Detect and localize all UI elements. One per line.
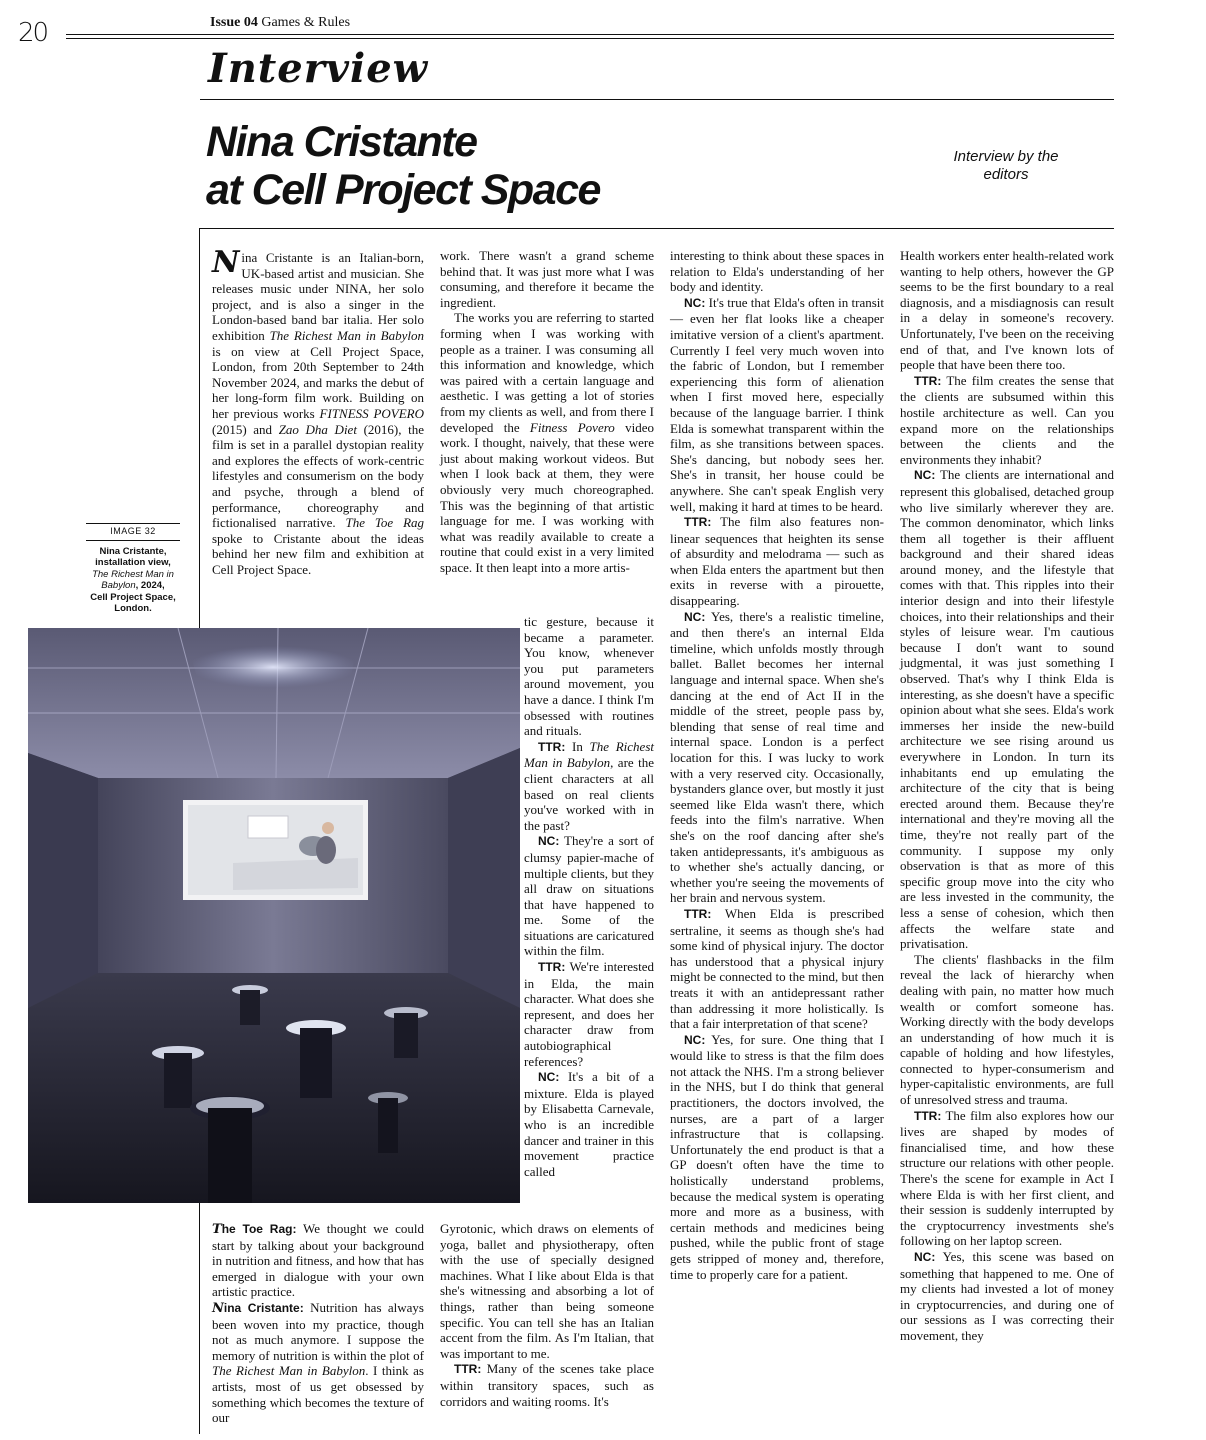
question-5: TTR: The film also features non-linear sequences that heighten its sense of absurdity and melodrama — such as when Elda enters the apartment but then exits in reverse with a pirouette, disappearing.: [670, 514, 884, 609]
issue-line: [210, 15, 350, 31]
article-title-line1: Nina Cristante: [206, 118, 477, 166]
answer-4: NC: It's true that Elda's often in transit — even her flat looks like a cheaper imitative version of a client's apartment. Currently I feel very much woven into the fabric of London, but I remember experiencing this form of alienation when I first moved here, especially because of the language barrier. I think Elda is somewhat transparent within the film, as she transitions between spaces. She's dancing, but nobody sees her. She's in transit, her house could be anywhere. She can't speak English very well, making it hard at times to be heard.: [670, 294, 884, 514]
question-2: TTR: In The Richest Man in Babylon, are the client characters at all based on real clients you've worked with in the past?: [524, 738, 654, 833]
page-number: 20: [18, 18, 48, 48]
article-title-line2: at Cell Project Space: [206, 166, 600, 214]
column-rule-horizontal: [199, 228, 1114, 229]
issue-number: Issue 04: [210, 15, 258, 30]
question-7: TTR: The film creates the sense that the clients are subsumed within this hostile architecture as well. Can you expand more on the relationships between the clients and the environments they inhabit?: [900, 372, 1114, 467]
question-1: The Toe Rag: We thought we could start by talking about your background in nutrition and fitness, and how that has emerged in dialogue with your own artistic practice.: [212, 1221, 424, 1300]
column-2-top: [440, 248, 654, 575]
header-rule-thin: [66, 38, 1114, 39]
column-4: [900, 248, 1114, 1344]
column-1-intro: [212, 245, 425, 577]
col2-paragraph-2: The works you are referring to started forming when I was working with people as a trainer. I was consuming all this information and knowledge, which was paired with a certain language and aesthetic. I was getting a lot of stories from my clients as well, and from there I developed the Fitness Povero video work. I thought, naively, that these were just about making workout videos. But when I look back at them, they were obviously very much choreographed. This was the beginning of that artistic language for me. I was working with what was readily available to create a routine that could exist in a very limited space. It then leapt into a more artis-: [440, 310, 654, 575]
caption-venue: Cell Project Space, London.: [90, 591, 176, 614]
installation-photo-illustration: [28, 628, 520, 1203]
caption-year: , 2024,: [135, 580, 165, 591]
intro-paragraph: Nina Cristante is an Italian-born, UK-based artist and musician. She releases music under NINA, her solo project, and is also a singer in the London-based band bar italia. Her solo exhibition The Richest Man in Babylon is on view at Cell Project Space, London, from 20th September to 24th November 2024, and marks the debut of her long-form film work. Building on her previous works FITNESS POVERO (2015) and Zao Dha Diet (2016), the film is set in a parallel dystopian reality and explores the effects of work-centric lifestyles and consumerism on the body and psyche, through a blend of performance, choreography and fictionalised narrative. The Toe Rag spoke to Cristante about the ideas behind her new film and exhibition at Cell Project Space.: [212, 245, 425, 577]
header-rule: [66, 34, 1114, 35]
section-label: Interview: [208, 45, 429, 92]
caption-work: The Richest Man in Babylon: [92, 568, 174, 591]
image-caption: [86, 523, 180, 615]
col3-paragraph-1: interesting to think about these spaces in relation to Elda's understanding of her body and identity.: [670, 248, 884, 295]
caption-desc: installation view,: [95, 557, 171, 568]
caption-artist: Nina Cristante,: [99, 545, 167, 557]
intro-drop-cap: N: [212, 245, 240, 280]
column-3: [670, 248, 884, 1282]
answer-3: NC: It's a bit of a mixture. Elda is played by Elisabetta Carnevale, who is an incredible dancer and trainer in this movement practice called: [524, 1069, 654, 1179]
col4-paragraph-1: Health workers enter health-related work wanting to help others, however the GP seems to be the first boundary to a real diagnosis, and a misdiagnosis can result in a delay in someone's recovery. Unfortunately, I've been on the receiving end of that, and I've known lots of people that have been there too.: [900, 248, 1114, 373]
installation-photo: [28, 628, 520, 1203]
answer-6: NC: Yes, for sure. One thing that I would like to stress is that the film does not attack the NHS. I'm a strong believer in the NHS, but I do think that general practitioners, the doctors involved, the nurses, are a part of a larger infrastructure that is collapsing. Unfortunately the end product is that a GP doesn't often have the time to holistically understand problems, because the medical system is operating more and more as a business, with certain methods and medicines being pushed, while the public front of stage gets stripped of money and, therefore, time to properly care for a patient.: [670, 1031, 884, 1282]
answer-3-continued: Gyrotonic, which draws on elements of yoga, ballet and physiotherapy, often with the use of specially designed machines. What I like about Elda is that she's witnessing and absorbing a lot of things, rather than being someone specific. You can tell she has an Italian accent from the film. As I'm Italian, that was important to me.: [440, 1221, 654, 1361]
col4-paragraph-2: The clients' flashbacks in the film reveal the lack of hierarchy when dealing with pain, no matter how much wealth or comfort someone has. Working directly with the body develops an understanding of how much it is capable of holding and how lifestyles, connected to hyper-consumerism and hyper-capitalistic environments, are full of unresolved stress and trauma.: [900, 951, 1114, 1108]
column-1-bottom: [212, 1221, 424, 1426]
byline: Interview by the editors: [953, 148, 1059, 183]
answer-1: Nina Cristante: Nutrition has always been woven into my practice, though not as much anymore. I suppose the memory of nutrition is within the plot of The Richest Man in Babylon. I think as artists, most of us get obsessed by something which becomes the texture of our: [212, 1299, 424, 1426]
section-rule: [200, 99, 1114, 100]
answer-2: NC: They're a sort of clumsy papier-mache of multiple clients, but they all draw on situations that have happened to me. Some of the situations are caricatured within the film.: [524, 833, 654, 959]
col2-narrow-paragraph: tic gesture, because it became a parameter. You know, whenever you put parameters around movement, you have a dance. I think I'm obsessed with routines and rituals.: [524, 614, 654, 739]
question-3: TTR: We're interested in Elda, the main character. What does she represent, and does her character draw from autobiographical references?: [524, 959, 654, 1069]
image-label: IMAGE 32: [86, 523, 180, 541]
column-2-narrow: [524, 614, 654, 1179]
article-title: [206, 118, 766, 214]
answer-5: NC: Yes, there's a realistic timeline, and then there's an internal Elda timeline, which unfolds mostly through ballet. Ballet becomes her internal language and internal space. When she's dancing at the end of Act II in the middle of the street, people pass by, blending that sense of real time and internal space. London is a perfect location for this. I was lucky to work with a very reserved city. Occasionally, bystanders glance over, but mostly it just seemed like Elda wasn't there, which feeds into the film's narrative. When she's on the roof dancing after she's taken antidepressants, it's ambiguous as to whether she's actually dancing, or whether you're seeing the movements of her brain and nervous system.: [670, 608, 884, 906]
col2-paragraph-1: work. There wasn't a grand scheme behind that. It was just more what I was consuming, and therefore it became the ingredient.: [440, 248, 654, 310]
answer-8: NC: Yes, this scene was based on something that happened to me. One of my clients had invested a lot of money in cryptocurrencies, and during one of our sessions as I was correcting their movement, they: [900, 1249, 1114, 1343]
question-6: TTR: When Elda is prescribed sertraline, it seems as though she's had some kind of physical injury. The doctor has understood that a physical injury might be connected to the mind, but then treats it with an antidepressant rather than addressing it more holistically. Is that a fair interpretation of that scene?: [670, 905, 884, 1032]
column-2-bottom: [440, 1221, 654, 1409]
answer-7: NC: The clients are international and represent this globalised, detached group who live similarly wherever they are. The common denominator, which links them all together is their affluent background and their shared ideas around money, and the lifestyle that comes with that. This ripples into their interior design and into their lifestyle choices, into their relationships and their styles of leisure wear. I'm cautious because I don't want to sound judgmental, it was just something I observed. That's why I think Elda is interesting, as she doesn't have a specific opinion about what she sees. Elda's work immerses her inside the new-build architecture we see rising around us everywhere in London. In turn its inhabitants end up emulating the architecture of the city that is being erected around them. Because they're international and they're moving all the time, they're not really part of the community. I suppose my only observation is that as more of this specific group move into the city who are less invested in the community, the less a sense of cohesion, which then affects the welfare state and privatisation.: [900, 467, 1114, 952]
question-8: TTR: The film also explores how our lives are shaped by modes of financialised time, and how these structure our relations with other people. There's the scene for example in Act I where Elda is with her first client, and their session is suddenly interrupted by the cryptocurrency investments she's following on her laptop screen.: [900, 1107, 1114, 1249]
issue-theme: Games & Rules: [261, 15, 351, 30]
question-4: TTR: Many of the scenes take place within transitory spaces, such as corridors and waiting rooms. It's: [440, 1361, 654, 1409]
